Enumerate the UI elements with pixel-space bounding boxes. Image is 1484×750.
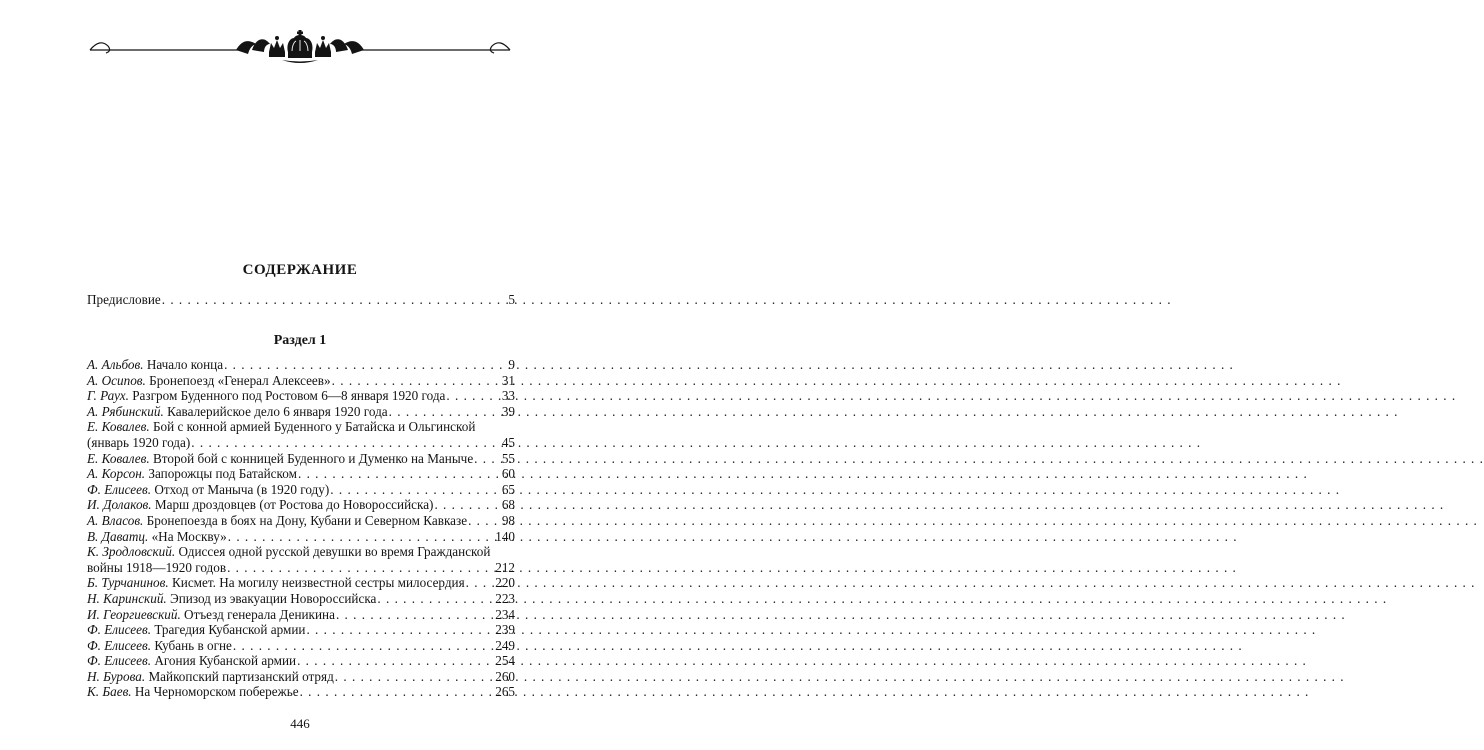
entry-line — [87, 482, 515, 498]
toc-entry — [87, 451, 515, 467]
toc-entry — [87, 544, 515, 575]
entry-page: 31 — [501, 372, 515, 388]
entry-line — [87, 669, 515, 685]
toc-entry — [87, 575, 515, 591]
toc-entry — [87, 497, 515, 513]
entry-last-line — [87, 435, 515, 451]
toc-entry — [87, 513, 515, 529]
entry-line — [87, 638, 515, 654]
entry-line — [87, 529, 515, 545]
entry-line — [87, 451, 515, 467]
entry-line — [87, 373, 515, 389]
dot-leader — [162, 292, 508, 308]
entry-first-line — [87, 544, 515, 560]
entry-title: На Черноморском побережье — [134, 684, 299, 700]
toc-entries-list — [87, 357, 515, 700]
dot-leader — [377, 591, 494, 607]
entry-text — [87, 669, 334, 685]
entry-author: Е. Ковалев. — [87, 419, 150, 435]
toc-entry — [87, 622, 515, 638]
page-number: 446 — [290, 716, 310, 731]
entry-page: 39 — [501, 403, 515, 419]
entry-title: Бой с конной армией Буденного у Батайска и Ольгинской — [152, 419, 476, 435]
toc-entry — [87, 466, 515, 482]
toc-entry — [87, 529, 515, 545]
toc-entry-preface — [87, 292, 515, 308]
dot-leader — [434, 497, 500, 513]
entry-text — [87, 622, 305, 638]
entry-text — [87, 684, 299, 700]
entry-page: 239 — [495, 622, 515, 638]
entry-title: Разгром Буденного под Ростовом 6—8 января 1920 года — [132, 388, 446, 404]
entry-text — [87, 482, 329, 498]
entry-text — [87, 529, 227, 545]
toc-entry — [87, 419, 515, 450]
entry-page: 212 — [495, 559, 515, 575]
dot-leader — [228, 529, 495, 545]
entry-text — [87, 607, 335, 623]
entry-title: Второй бой с конницей Буденного и Думенко на Маныче — [152, 450, 474, 466]
entry-line — [87, 404, 515, 420]
dot-leader — [335, 669, 494, 685]
entry-page: 98 — [501, 512, 515, 528]
dot-leader — [191, 435, 501, 451]
entry-text — [87, 497, 433, 513]
entry-title: Эпизод из эвакуации Новороссийска — [170, 590, 377, 606]
entry-page: 33 — [501, 388, 515, 404]
dot-leader — [227, 560, 494, 576]
dot-leader — [446, 388, 500, 404]
entry-line — [87, 497, 515, 513]
entry-author: А. Рябинский. — [87, 403, 164, 419]
entry-author: Ф. Елисеев. — [87, 637, 152, 653]
entry-line — [87, 513, 515, 529]
entry-author: Ф. Елисеев. — [87, 481, 152, 497]
toc-entry — [87, 591, 515, 607]
entry-author: Н. Каринский. — [87, 590, 167, 606]
entry-title: Кисмет. На могилу неизвестной сестры милосердия — [171, 575, 465, 591]
toc-entry — [87, 653, 515, 669]
toc-entry — [87, 482, 515, 498]
crowns-scroll-ornament-icon — [86, 28, 514, 70]
entry-title-continued: войны 1918—1920 годов — [87, 559, 227, 575]
entry-text — [87, 513, 467, 529]
section-title: Раздел 1 — [273, 333, 327, 348]
entry-line — [87, 607, 515, 623]
entry-author: К. Зродловский. — [87, 544, 176, 560]
entry-line — [87, 357, 515, 373]
toc-entry — [87, 638, 515, 654]
entry-page: 220 — [495, 575, 515, 591]
entry-author: Г. Раух. — [87, 388, 129, 404]
entry-line — [87, 653, 515, 669]
entry-title: Агония Кубанской армии — [154, 653, 297, 669]
entry-line — [87, 466, 515, 482]
entry-page: 140 — [495, 528, 515, 544]
entry-page: 45 — [501, 434, 515, 450]
dot-leader — [466, 575, 495, 591]
entry-title: Кубань в огне — [154, 637, 232, 653]
entry-author: Е. Ковалев. — [87, 450, 150, 466]
dot-leader — [330, 482, 501, 498]
toc-title: СОДЕРЖАНИЕ — [242, 262, 358, 278]
entry-author: И. Георгиевский. — [87, 606, 181, 622]
entry-page: 65 — [501, 481, 515, 497]
dot-leader — [474, 451, 501, 467]
entry-page: 234 — [495, 606, 515, 622]
dot-leader — [298, 466, 501, 482]
entry-author: Ф. Елисеев. — [87, 622, 152, 638]
dot-leader — [336, 607, 494, 623]
preface-page: 5 — [508, 292, 515, 307]
entry-author: Ф. Елисеев. — [87, 653, 152, 669]
dot-leader — [468, 513, 501, 529]
entry-title: Кавалерийское дело 6 января 1920 года — [167, 403, 388, 419]
toc-entry — [87, 388, 515, 404]
entry-page: 9 — [508, 357, 515, 372]
entry-page: 260 — [495, 668, 515, 684]
entry-author: В. Даватц. — [87, 528, 149, 544]
entry-title: Отъезд генерала Деникина — [184, 606, 335, 622]
entry-line — [87, 684, 515, 700]
entry-text — [87, 575, 465, 591]
dot-leader — [332, 373, 501, 389]
toc-entry — [87, 669, 515, 685]
entry-first-line — [87, 419, 515, 435]
entry-author: Н. Бурова. — [87, 668, 146, 684]
entry-page: 60 — [501, 466, 515, 482]
entry-page: 55 — [501, 450, 515, 466]
entry-author: А. Корсон. — [87, 466, 146, 482]
entry-author: И. Долаков. — [87, 497, 152, 513]
entry-author: А. Власов. — [87, 512, 144, 528]
entry-line — [87, 388, 515, 404]
entry-title: «На Москву» — [151, 528, 227, 544]
entry-page: 68 — [501, 497, 515, 513]
preface-title: Предисловие — [87, 292, 161, 307]
entry-author: Б. Турчанинов. — [87, 575, 169, 591]
entry-text — [87, 451, 473, 467]
entry-text — [87, 404, 388, 420]
entry-page: 254 — [495, 653, 515, 669]
entry-page: 223 — [495, 590, 515, 606]
dot-leader — [297, 653, 494, 669]
entry-title: Марш дроздовцев (от Ростова до Новороссийска) — [154, 497, 434, 513]
dot-leader — [233, 638, 494, 654]
dot-leader — [300, 684, 495, 700]
toc-entry — [87, 373, 515, 389]
entry-author: А. Альбов. — [87, 357, 144, 372]
entry-title: Майкопский партизанский отряд — [148, 668, 334, 684]
entry-text — [87, 373, 331, 389]
entry-page: 249 — [495, 637, 515, 653]
entry-title: Отход от Маныча (в 1920 году) — [154, 481, 330, 497]
toc-entry — [87, 404, 515, 420]
dot-leader — [306, 622, 494, 638]
entry-title: Запорожцы под Батайском — [148, 466, 297, 482]
entry-page: 265 — [495, 684, 515, 700]
entry-author: К. Баев. — [87, 684, 132, 700]
entry-text — [87, 357, 223, 373]
entry-last-line — [87, 560, 515, 576]
entry-text — [87, 653, 296, 669]
entry-text — [87, 388, 445, 404]
dot-leader — [389, 404, 501, 420]
entry-title-continued: (январь 1920 года) — [87, 434, 191, 450]
entry-text — [87, 591, 376, 607]
entry-title: Бронепоезда в боях на Дону, Кубани и Северном Кавказе — [146, 512, 468, 528]
entry-line — [87, 575, 515, 591]
entry-title: Трагедия Кубанской армии — [154, 622, 306, 638]
entry-title: Одиссея одной русской девушки во время Гражданской — [178, 544, 491, 560]
toc-entry — [87, 357, 515, 373]
toc-entry — [87, 684, 515, 700]
entry-author: А. Осипов. — [87, 372, 146, 388]
preface-list — [87, 292, 515, 308]
entry-title: Начало конца — [146, 357, 224, 372]
entry-title: Бронепоезд «Генерал Алексеев» — [149, 372, 331, 388]
entry-text — [87, 638, 232, 654]
toc-entry — [87, 607, 515, 623]
entry-line — [87, 622, 515, 638]
entry-text — [87, 466, 297, 482]
dot-leader — [224, 357, 507, 373]
entry-line — [87, 591, 515, 607]
